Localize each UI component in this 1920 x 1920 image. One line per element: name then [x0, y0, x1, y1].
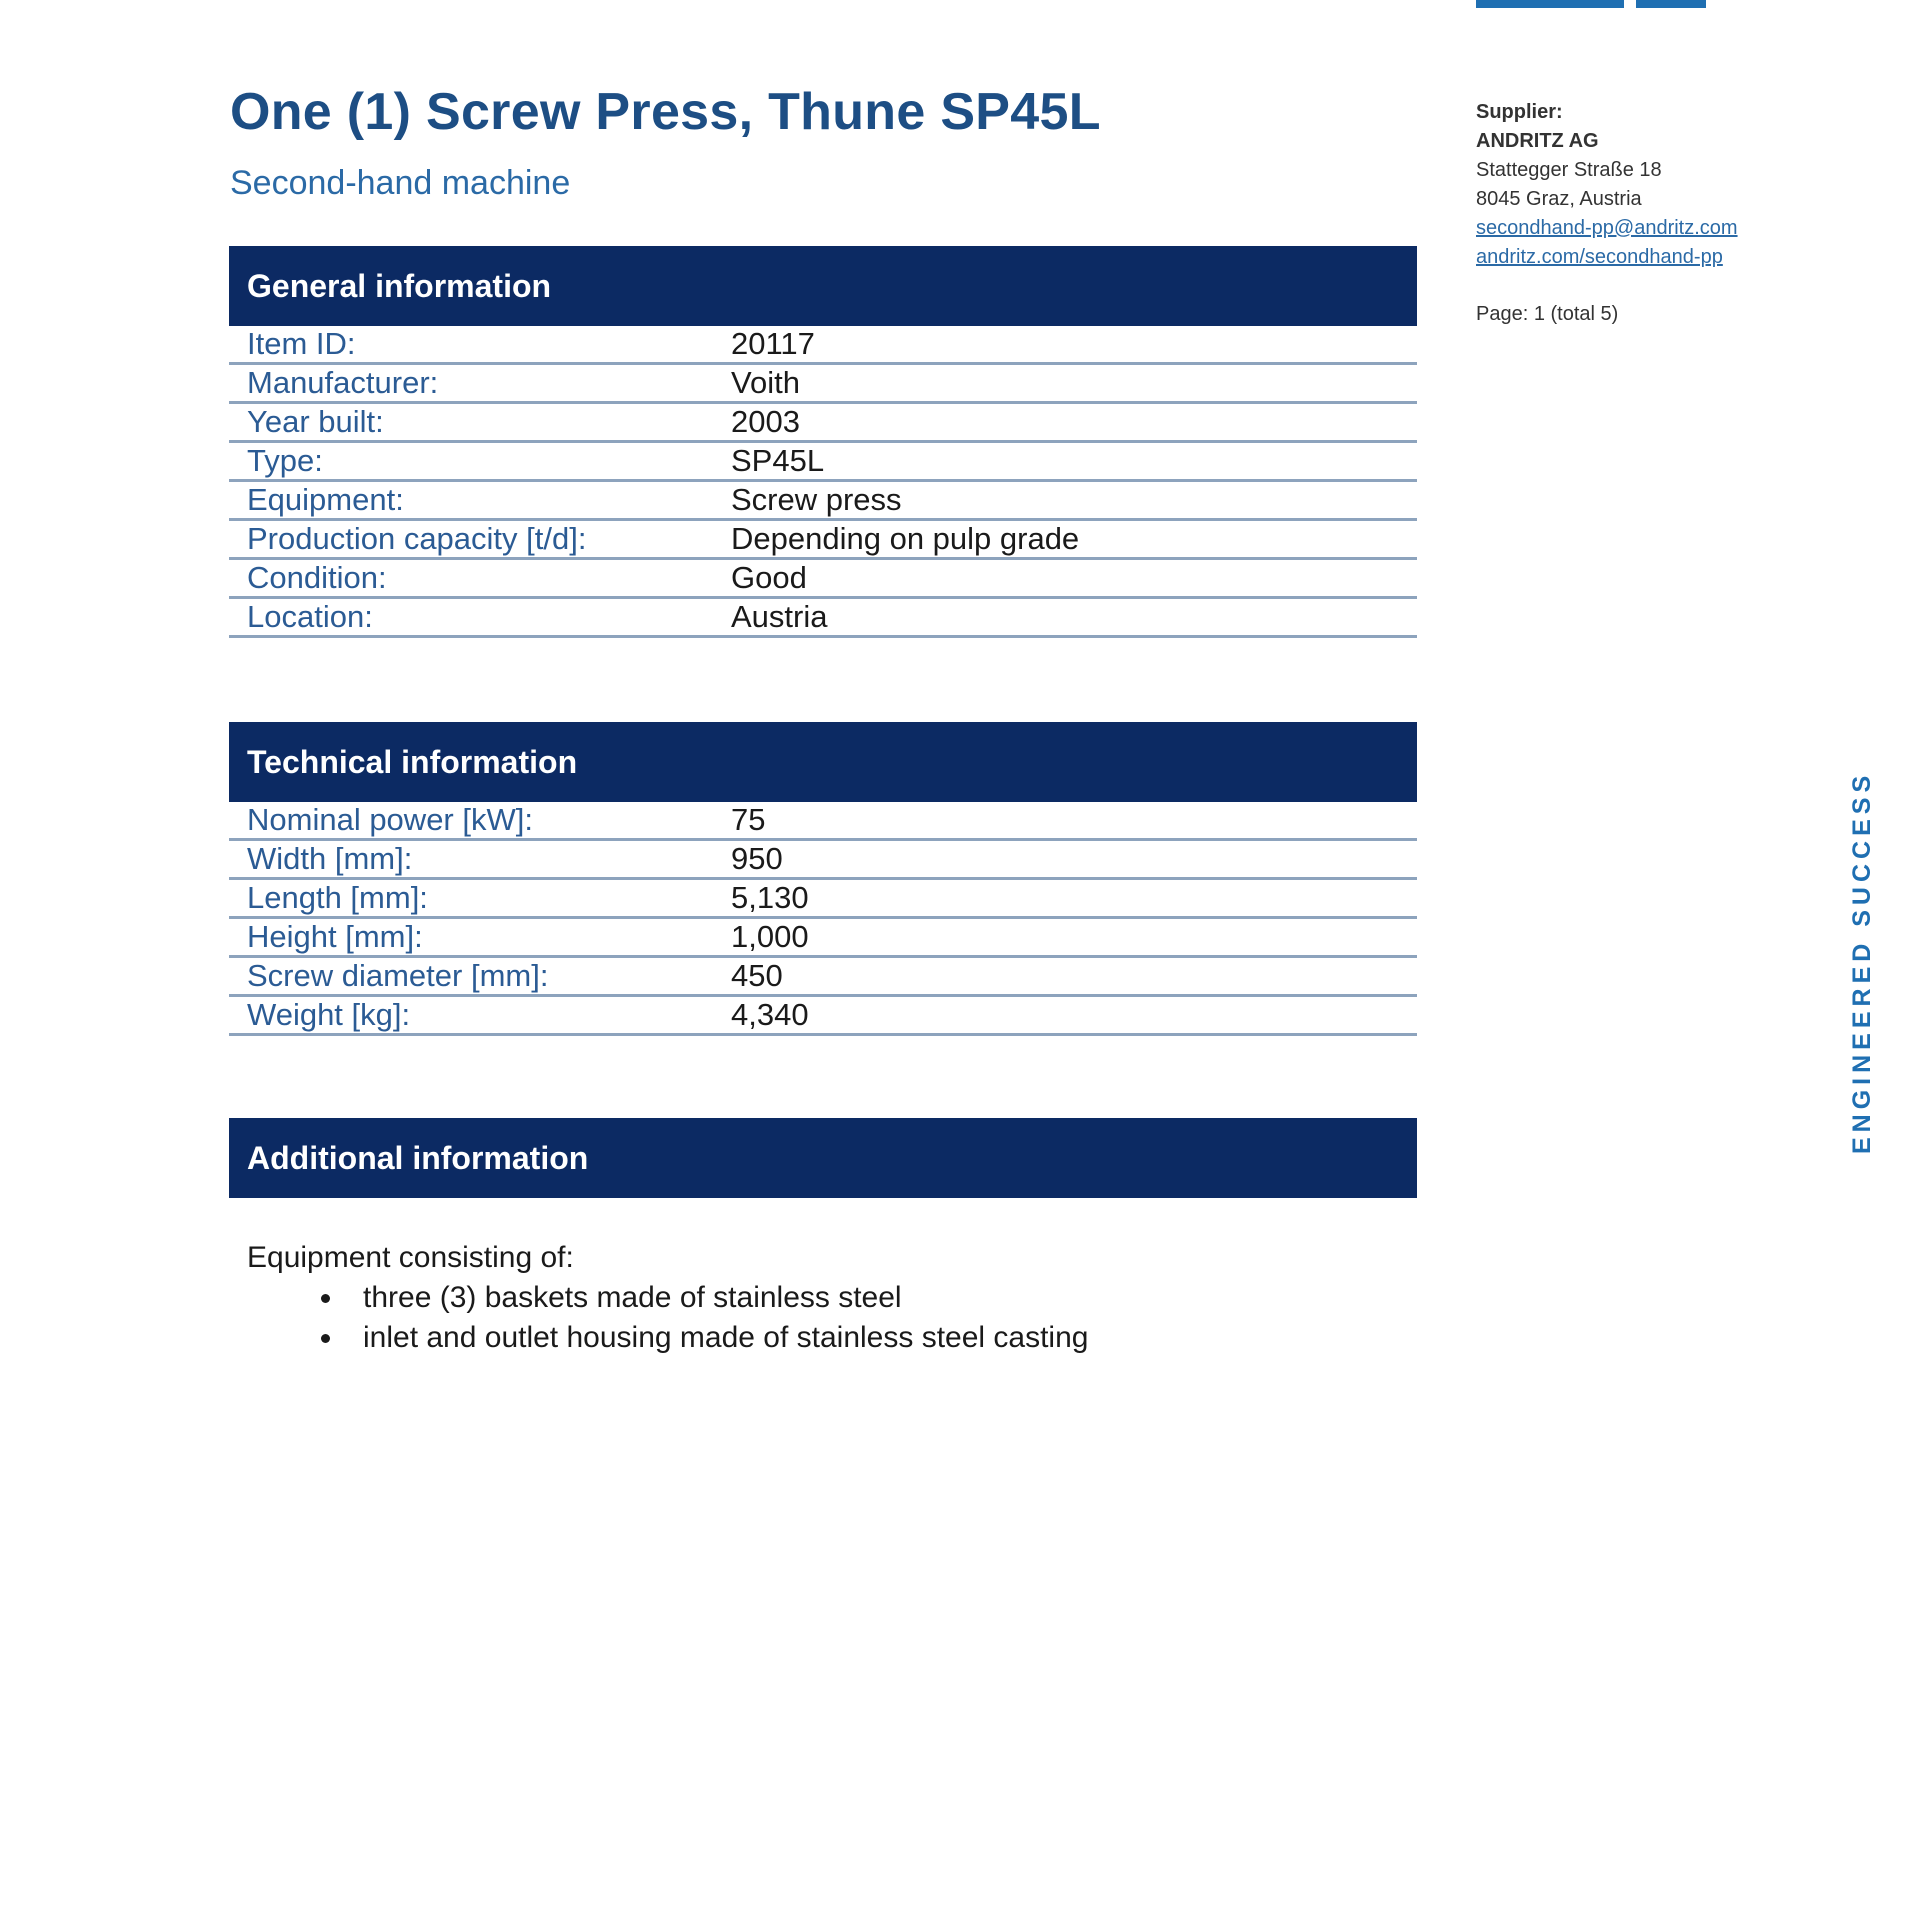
field-value: Good [731, 559, 1417, 598]
table-row [229, 364, 1417, 403]
document-title: One (1) Screw Press, Thune SP45L [230, 83, 1101, 141]
field-value: 20117 [731, 326, 1417, 364]
additional-information-header: Additional information [229, 1118, 1417, 1198]
table-row [229, 481, 1417, 520]
table-row [229, 403, 1417, 442]
table-row [229, 598, 1417, 637]
additional-information-body [229, 1238, 1417, 1358]
field-label: Nominal power [kW]: [229, 802, 731, 840]
field-value: 5,130 [731, 879, 1417, 918]
technical-information-table [229, 802, 1417, 1036]
field-label: Manufacturer: [229, 364, 731, 403]
field-value: Depending on pulp grade [731, 520, 1417, 559]
field-label: Equipment: [229, 481, 731, 520]
tagline: ENGINEERED SUCCESS [1848, 770, 1876, 1154]
list-item: • inlet and outlet housing made of stainless steel casting [345, 1318, 1417, 1358]
table-row [229, 559, 1417, 598]
supplier-website-link[interactable]: andritz.com/secondhand-pp [1476, 246, 1723, 268]
supplier-street: Stattegger Straße 18 [1476, 159, 1662, 181]
field-value: Screw press [731, 481, 1417, 520]
table-row [229, 918, 1417, 957]
field-value: 950 [731, 840, 1417, 879]
field-label: Production capacity [t/d]: [229, 520, 731, 559]
supplier-city: 8045 Graz, Austria [1476, 188, 1642, 210]
table-row [229, 840, 1417, 879]
field-label: Location: [229, 598, 731, 637]
field-label: Item ID: [229, 326, 731, 364]
field-label: Height [mm]: [229, 918, 731, 957]
supplier-block [1476, 98, 1806, 329]
field-value: 450 [731, 957, 1417, 996]
table-row [229, 996, 1417, 1035]
technical-information-header: Technical information [229, 722, 1417, 802]
field-value: 75 [731, 802, 1417, 840]
page-indicator: Page: 1 (total 5) [1476, 303, 1619, 325]
table-row [229, 326, 1417, 364]
field-label: Type: [229, 442, 731, 481]
supplier-email-link[interactable]: secondhand-pp@andritz.com [1476, 217, 1738, 239]
field-value: 4,340 [731, 996, 1417, 1035]
general-information-section [229, 246, 1417, 638]
field-value: Austria [731, 598, 1417, 637]
supplier-company: ANDRITZ AG [1476, 130, 1599, 152]
supplier-label: Supplier: [1476, 101, 1563, 123]
field-value: Voith [731, 364, 1417, 403]
general-information-table [229, 326, 1417, 638]
technical-information-section [229, 722, 1417, 1036]
table-row [229, 957, 1417, 996]
field-value: 2003 [731, 403, 1417, 442]
logo-bar-right [1636, 0, 1706, 8]
field-value: SP45L [731, 442, 1417, 481]
table-row [229, 802, 1417, 840]
field-label: Year built: [229, 403, 731, 442]
equipment-intro: Equipment consisting of: [247, 1241, 574, 1274]
field-label: Length [mm]: [229, 879, 731, 918]
table-row [229, 520, 1417, 559]
table-row [229, 879, 1417, 918]
field-value: 1,000 [731, 918, 1417, 957]
list-item: • three (3) baskets made of stainless steel [345, 1278, 1417, 1318]
field-label: Width [mm]: [229, 840, 731, 879]
table-row [229, 442, 1417, 481]
equipment-list [247, 1278, 1417, 1358]
general-information-header: General information [229, 246, 1417, 326]
field-label: Screw diameter [mm]: [229, 957, 731, 996]
field-label: Condition: [229, 559, 731, 598]
field-label: Weight [kg]: [229, 996, 731, 1035]
additional-information-section [229, 1118, 1417, 1358]
document-subtitle: Second-hand machine [230, 164, 571, 202]
logo-bar-left [1476, 0, 1624, 8]
